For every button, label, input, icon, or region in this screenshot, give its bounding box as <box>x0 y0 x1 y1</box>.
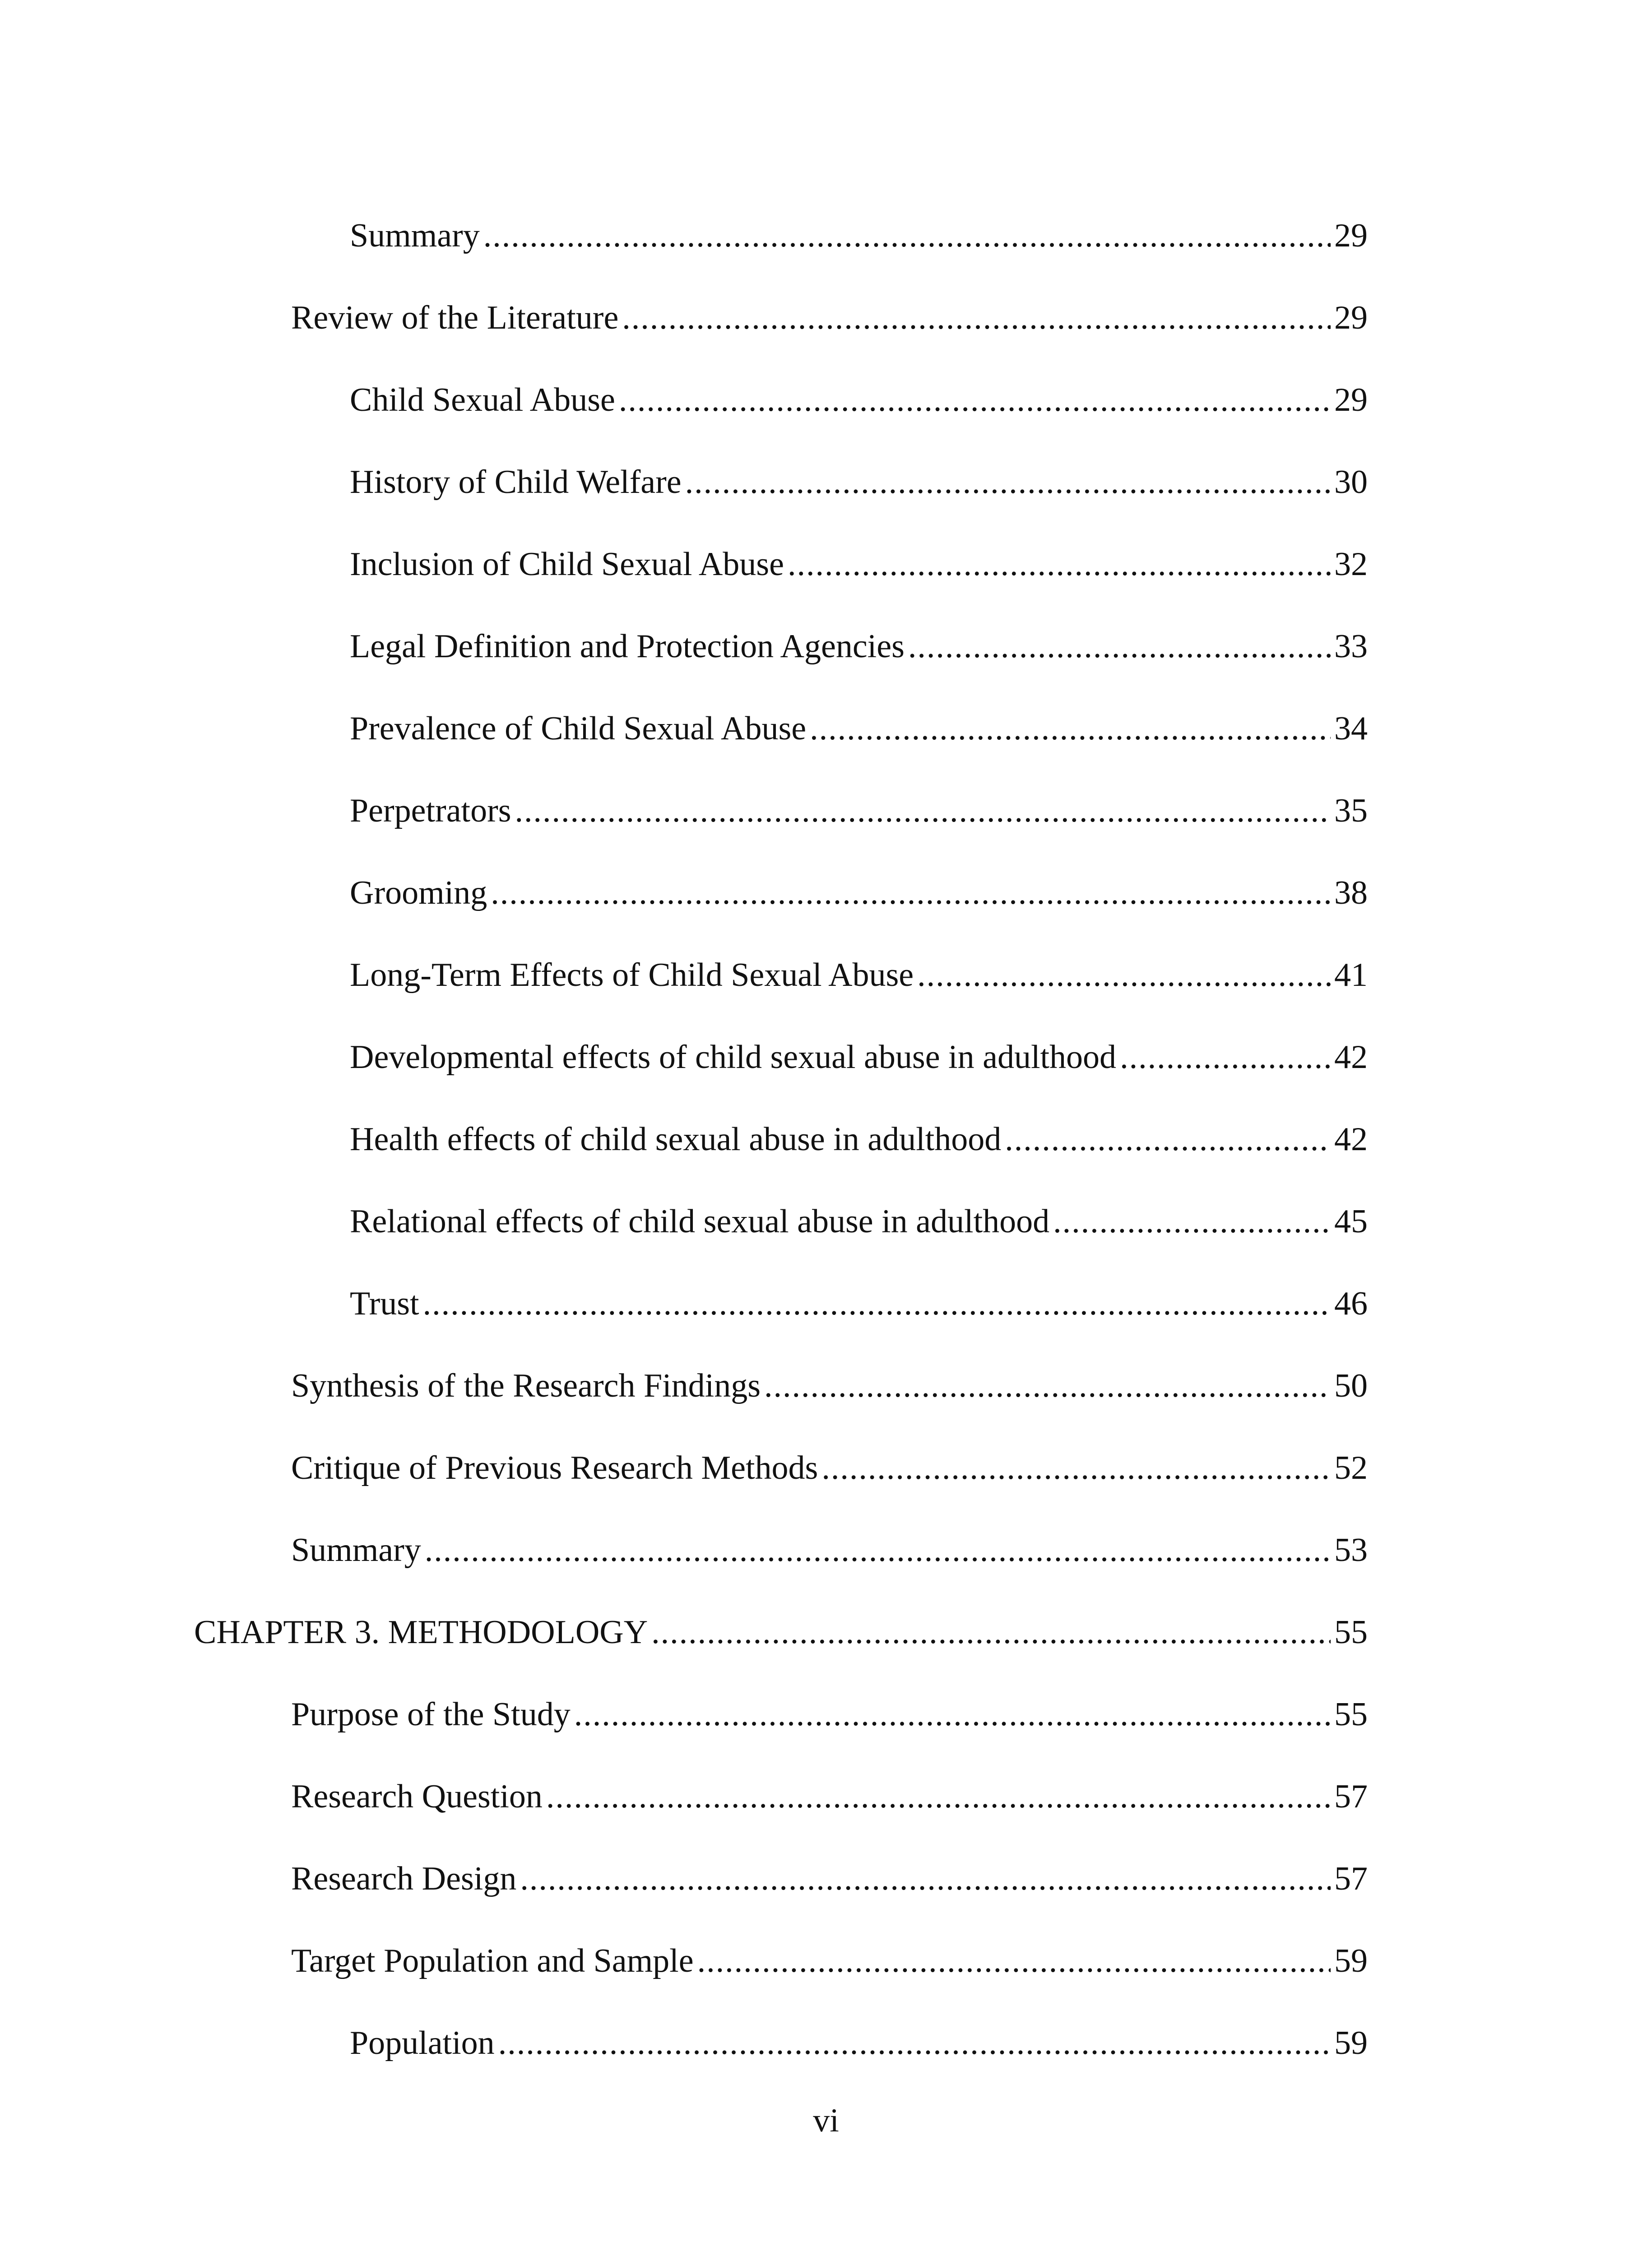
toc-entry-title: Summary <box>350 217 480 254</box>
toc-entry <box>350 1035 1368 1080</box>
toc-dot-leader <box>917 952 1331 998</box>
toc-entry <box>350 952 1368 998</box>
toc-entry-title: Review of the Literature <box>291 299 619 336</box>
toc-entry <box>291 295 1368 340</box>
toc-entry-title: Child Sexual Abuse <box>350 381 615 418</box>
toc-entry-page: 38 <box>1334 874 1368 911</box>
toc-dot-leader <box>520 1856 1331 1901</box>
toc-dot-leader <box>821 1445 1331 1491</box>
page-number: vi <box>813 2102 839 2139</box>
toc-entry-page: 42 <box>1334 1039 1368 1076</box>
toc-entry <box>350 1281 1368 1326</box>
toc-entry-page: 33 <box>1334 628 1368 665</box>
toc-entry <box>291 1528 1368 1573</box>
toc-dot-leader <box>515 788 1331 833</box>
toc-entry <box>291 1856 1368 1901</box>
toc-dot-leader <box>651 1610 1331 1655</box>
toc-entry-page: 46 <box>1334 1285 1368 1322</box>
toc-dot-leader <box>546 1774 1331 1819</box>
toc-entry-title: Research Question <box>291 1778 543 1815</box>
toc-entry-page: 55 <box>1334 1696 1368 1733</box>
toc-dot-leader <box>764 1363 1331 1408</box>
toc-dot-leader <box>574 1692 1331 1737</box>
toc-entry-page: 57 <box>1334 1778 1368 1815</box>
toc-entry-title: Inclusion of Child Sexual Abuse <box>350 546 784 583</box>
toc-entry <box>350 706 1368 751</box>
toc-dot-leader <box>498 2020 1331 2066</box>
toc-entry <box>350 624 1368 669</box>
toc-entry-page: 59 <box>1334 1942 1368 1979</box>
toc-entry-title: Prevalence of Child Sexual Abuse <box>350 710 807 747</box>
toc-entry-title: Population <box>350 2025 495 2062</box>
toc-entry-title: Perpetrators <box>350 792 511 829</box>
toc-entry-page: 30 <box>1334 464 1368 501</box>
toc-dot-leader <box>622 295 1331 340</box>
toc-chapter-entry <box>194 1610 1368 1655</box>
toc-entry-title: Grooming <box>350 874 487 911</box>
toc-entry-page: 35 <box>1334 792 1368 829</box>
toc-entry-page: 53 <box>1334 1532 1368 1569</box>
toc-dot-leader <box>697 1938 1331 1983</box>
toc-entry <box>350 213 1368 258</box>
toc-entry-page: 29 <box>1334 299 1368 336</box>
toc-dot-leader <box>1120 1035 1331 1080</box>
toc-entry-page: 50 <box>1334 1367 1368 1404</box>
toc-dot-leader <box>1053 1199 1331 1244</box>
toc-entry-title: Critique of Previous Research Methods <box>291 1449 818 1486</box>
toc-entry-title: History of Child Welfare <box>350 464 682 501</box>
toc-dot-leader <box>619 377 1331 423</box>
toc-entry-page: 41 <box>1334 957 1368 994</box>
toc-entry-title: Long-Term Effects of Child Sexual Abuse <box>350 957 914 994</box>
toc-entry <box>291 1774 1368 1819</box>
toc-entry-title: Trust <box>350 1285 419 1322</box>
toc-entry <box>350 377 1368 423</box>
toc-dot-leader <box>423 1281 1331 1326</box>
toc-entry-page: 29 <box>1334 381 1368 418</box>
toc-entry-page: 42 <box>1334 1121 1368 1158</box>
toc-entry <box>291 1938 1368 1983</box>
toc-entry <box>350 542 1368 587</box>
toc-entry-page: 52 <box>1334 1449 1368 1486</box>
toc-entry-title: Research Design <box>291 1860 517 1897</box>
toc-dot-leader <box>1005 1117 1331 1162</box>
toc-entry <box>350 460 1368 505</box>
toc-entry <box>350 1199 1368 1244</box>
toc-entry <box>350 788 1368 833</box>
toc-dot-leader <box>810 706 1331 751</box>
toc-dot-leader <box>491 870 1331 915</box>
toc-entry-title: Summary <box>291 1532 421 1569</box>
toc-dot-leader <box>908 624 1331 669</box>
toc-entry <box>291 1363 1368 1408</box>
toc-entry <box>291 1445 1368 1491</box>
toc-entry-page: 34 <box>1334 710 1368 747</box>
toc-entry-page: 29 <box>1334 217 1368 254</box>
toc-entry-page: 59 <box>1334 2025 1368 2062</box>
toc-dot-leader <box>788 542 1331 587</box>
toc-entry-title: Legal Definition and Protection Agencies <box>350 628 905 665</box>
toc-entry-title: Developmental effects of child sexual abuse in adulthood <box>350 1039 1117 1076</box>
toc-dot-leader <box>425 1528 1331 1573</box>
toc-entry <box>350 1117 1368 1162</box>
toc-entry-title: CHAPTER 3. METHODOLOGY <box>194 1614 648 1651</box>
toc-dot-leader <box>483 213 1331 258</box>
toc-entry <box>350 870 1368 915</box>
toc-entry-title: Target Population and Sample <box>291 1942 694 1979</box>
toc-entry <box>350 2020 1368 2066</box>
toc-entry-title: Purpose of the Study <box>291 1696 571 1733</box>
toc-entry <box>291 1692 1368 1737</box>
toc-entry-page: 57 <box>1334 1860 1368 1897</box>
toc-entry-title: Synthesis of the Research Findings <box>291 1367 761 1404</box>
toc-entry-title: Health effects of child sexual abuse in adulthood <box>350 1121 1002 1158</box>
toc-entry-title: Relational effects of child sexual abuse in adulthood <box>350 1203 1050 1240</box>
toc-entry-page: 32 <box>1334 546 1368 583</box>
toc-dot-leader <box>685 460 1331 505</box>
toc-entry-page: 45 <box>1334 1203 1368 1240</box>
toc-entry-page: 55 <box>1334 1614 1368 1651</box>
